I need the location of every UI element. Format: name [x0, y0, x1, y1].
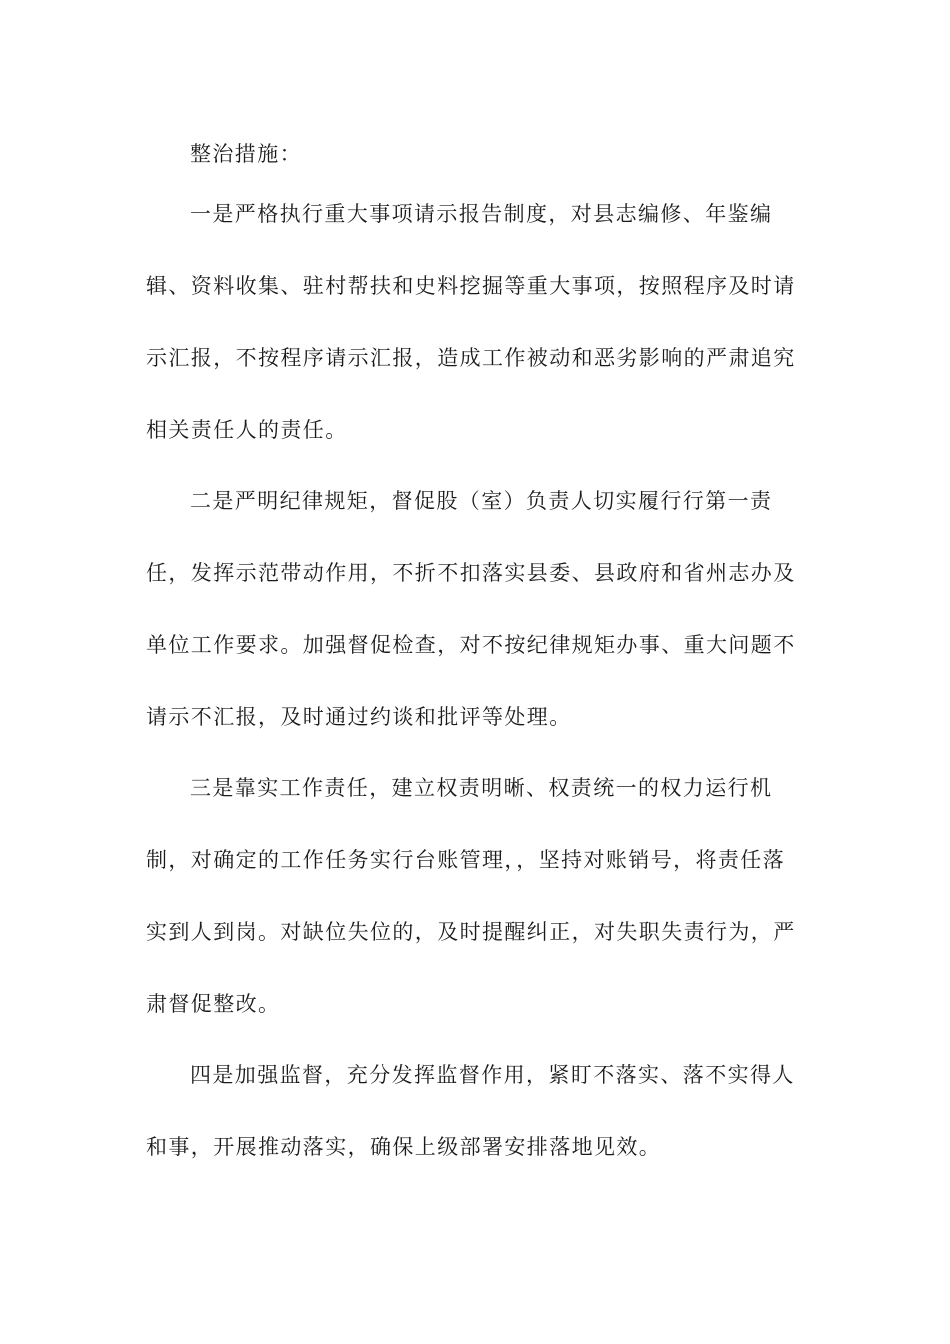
paragraph-line: 一是严格执行重大事项请示报告制度，对县志编修、年鉴编 [190, 202, 773, 226]
paragraph-line: 和事，开展推动落实，确保上级部署安排落地见效。 [146, 1135, 662, 1159]
paragraph-line: 实到人到岗。对缺位失位的，及时提醒纠正，对失职失责行为，严 [146, 920, 796, 944]
paragraph-line: 请示不汇报，及时通过约谈和批评等处理。 [146, 705, 572, 729]
paragraph-line: 三是靠实工作责任，建立权责明晰、权责统一的权力运行机 [190, 776, 773, 800]
paragraph-line: 制，对确定的工作任务实行台账管理，，坚持对账销号，将责任落 [146, 848, 786, 872]
paragraph-line: 辑、资料收集、驻村帮扶和史料挖掘等重大事项，按照程序及时请 [146, 274, 796, 298]
paragraph-line: 单位工作要求。加强督促检查，对不按纪律规矩办事、重大问题不 [146, 633, 796, 657]
paragraph-line: 二是严明纪律规矩，督促股（室）负责人切实履行行第一责 [190, 489, 773, 513]
paragraph-line: 四是加强监督，充分发挥监督作用，紧盯不落实、落不实得人 [190, 1063, 795, 1087]
paragraph-line: 相关责任人的责任。 [146, 418, 348, 442]
paragraph-line: 任，发挥示范带动作用，不折不扣落实县委、县政府和省州志办及 [146, 561, 796, 585]
paragraph-line: 示汇报，不按程序请示汇报，造成工作被动和恶劣影响的严肃追究 [146, 346, 796, 370]
paragraph-line: 肃督促整改。 [146, 992, 281, 1016]
section-heading: 整治措施： [190, 142, 302, 166]
